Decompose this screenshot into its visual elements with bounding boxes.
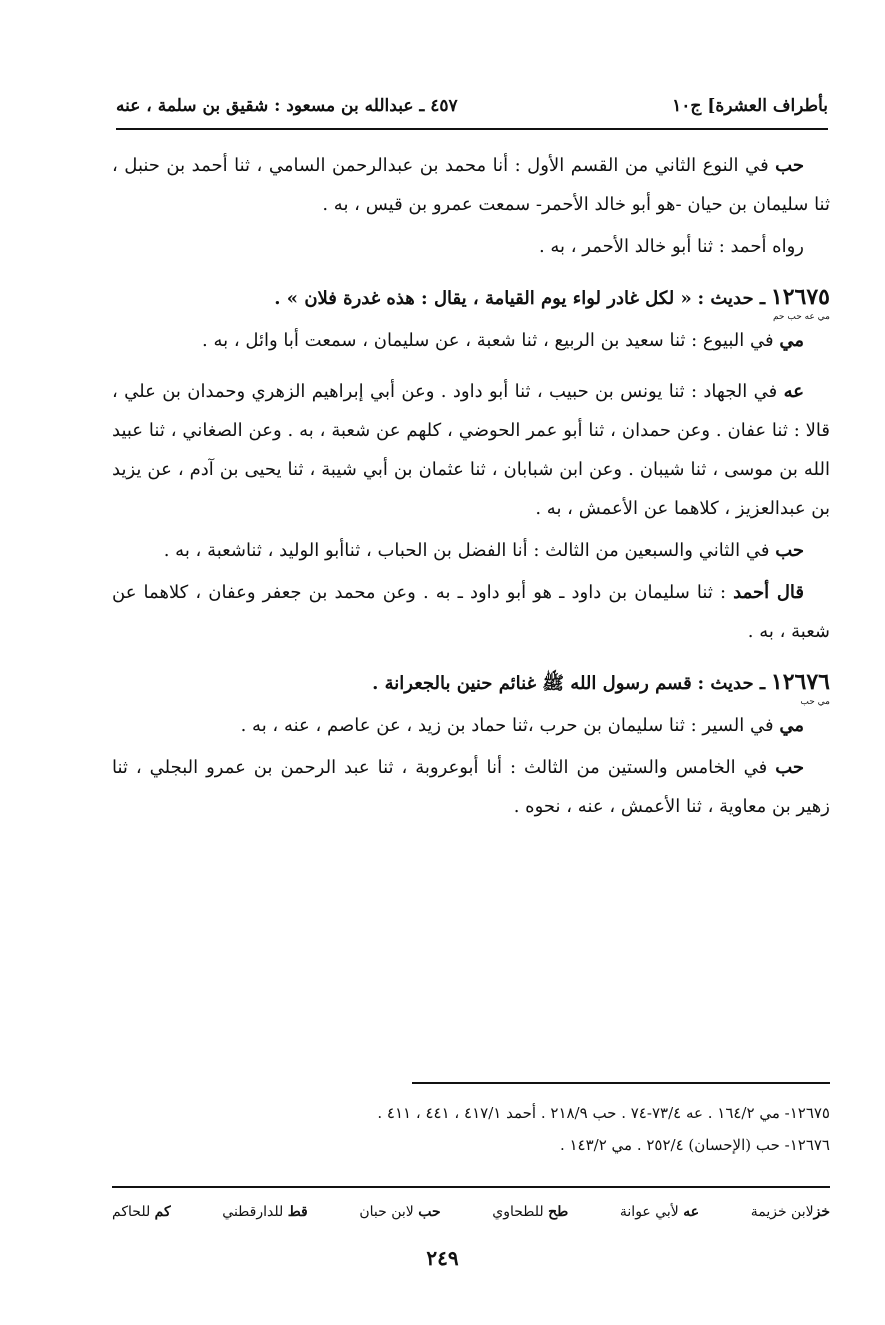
- hadith-text: قسم رسول الله ﷺ غنائم حنين بالجعرانة .: [372, 673, 692, 694]
- hadith-label: ـ حديث :: [697, 288, 766, 309]
- paragraph-text: في البيوع : ثنا سعيد بن الربيع ، ثنا شعبة ، عن سليمان ، سمعت أبا وائل ، به .: [202, 330, 774, 351]
- source-abbr: عه: [783, 381, 804, 402]
- legend-item: طح للطحاوي: [492, 1204, 569, 1220]
- source-abbr: حب: [775, 757, 804, 778]
- header-section-title: ٤٥٧ ـ عبدالله بن مسعود : شقيق بن سلمة ، عنه: [116, 96, 458, 116]
- paragraph: [112, 227, 830, 266]
- paragraph-text: في الجهاد : ثنا يونس بن حبيب ، ثنا أبو داود . وعن أبي إبراهيم الزهري وحمدان بن علي ، قالا : ثنا عفان . وعن حمدان ، ثنا أبو عمر الحوضي ، كلهم عن شعبة ، به . وعن الصغاني ، ثنا عبيد الله بن موسى ، ثنا شيبان . وعن ابن شبابان ، ثنا عثمان بن أبي شيبة ، ثنا يحيى بن آدم ، عن يزيد بن عبدالعزيز ، كلاهما عن الأعمش ، به .: [112, 381, 831, 519]
- paragraph: [112, 321, 830, 360]
- hadith-heading: [112, 278, 830, 322]
- source-sigla: مي عه حب حم: [772, 312, 830, 322]
- paragraph-text: في الخامس والستين من الثالث : أنا أبوعروبة ، ثنا عبد الرحمن بن عمرو البجلي ، ثنا زهير بن معاوية ، ثنا الأعمش ، عنه ، نحوه .: [112, 757, 830, 817]
- abbreviation-legend: [112, 1194, 830, 1230]
- paragraph: [112, 146, 830, 224]
- footnotes: [140, 1097, 830, 1161]
- legend-item: عه لأبي عوانة: [619, 1204, 700, 1220]
- paragraph: [112, 748, 830, 826]
- legend-item: خزلابن خزيمة: [750, 1204, 830, 1220]
- hadith-heading: [112, 663, 830, 707]
- paragraph-text: رواه أحمد : ثنا أبو خالد الأحمر ، به .: [538, 236, 804, 257]
- paragraph-text: في النوع الثاني من القسم الأول : أنا محمد بن عبدالرحمن السامي ، ثنا أحمد بن حنبل ، ثنا سليمان بن حيان -هو أبو خالد الأحمر- سمعت عمرو بن قيس ، به .: [112, 155, 830, 215]
- source-abbr: قال أحمد: [733, 582, 804, 603]
- legend-item: كم للحاكم: [112, 1204, 171, 1220]
- hadith-label: ـ حديث :: [697, 673, 766, 694]
- hadith-number: ١٢٦٧٥: [770, 284, 830, 310]
- header-volume-title: بأطراف العشرة] ج١٠: [672, 96, 828, 116]
- running-header: [116, 84, 828, 130]
- hadith-number: ١٢٦٧٦: [770, 669, 830, 695]
- source-sigla: مي حب: [800, 697, 830, 707]
- source-abbr: حب: [775, 540, 804, 561]
- legend-item: حب لابن حبان: [359, 1204, 441, 1220]
- paragraph: [112, 573, 830, 651]
- paragraph: [112, 372, 830, 528]
- paragraph-text: : ثنا سليمان بن داود ـ هو أبو داود ـ به . وعن محمد بن جعفر وعفان ، كلاهما عن شعبة ، به .: [112, 582, 830, 642]
- source-abbr: حب: [775, 155, 804, 176]
- legend-divider: [112, 1186, 830, 1188]
- source-abbr: مي: [779, 330, 804, 351]
- paragraph-text: في الثاني والسبعين من الثالث : أنا الفضل بن الحباب ، ثناأبو الوليد ، ثناشعبة ، به .: [163, 540, 770, 561]
- page-number: ٢٤٩: [426, 1246, 459, 1270]
- paragraph: [112, 531, 830, 570]
- paragraph-text: في السير : ثنا سليمان بن حرب ،ثنا حماد بن زيد ، عن عاصم ، عنه ، به .: [240, 715, 774, 736]
- legend-item: قط للدارقطني: [222, 1204, 308, 1220]
- footnote-divider: [412, 1082, 830, 1084]
- footnote-line: ١٢٦٧٦- حب (الإحسان) ٢٥٢/٤ . مي ١٤٣/٢ .: [559, 1136, 830, 1154]
- footnote-line: ١٢٦٧٥- مي ١٦٤/٢ . عه ٧٣/٤-٧٤ . حب ٢١٨/٩ . أحمد ٤١٧/١ ، ٤٤١ ، ٤١١ .: [377, 1104, 830, 1122]
- main-text: [112, 146, 830, 829]
- hadith-text: « لكل غادر لواء يوم القيامة ، يقال : هذه غدرة فلان » .: [274, 288, 692, 309]
- paragraph: [112, 706, 830, 745]
- source-abbr: مي: [779, 715, 804, 736]
